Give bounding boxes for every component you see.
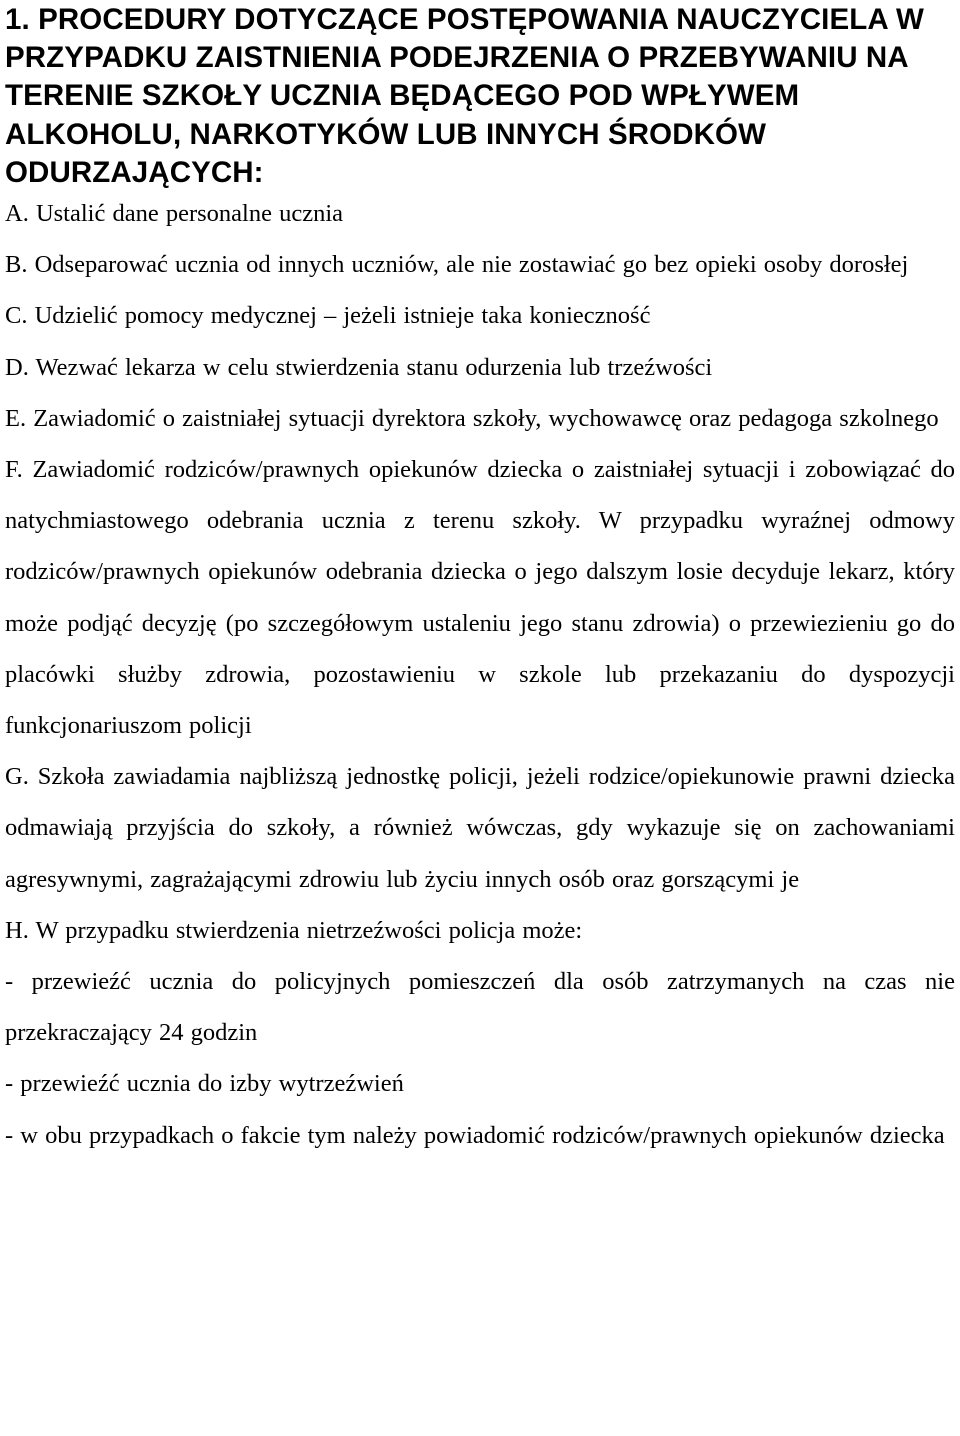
dash-item: - w obu przypadkach o fakcie tym należy powiadomić rodziców/prawnych opiekunów dziecka <box>5 1121 945 1149</box>
section-heading: 1. PROCEDURY DOTYCZĄCE POSTĘPOWANIA NAUCZYCIELA W PRZYPADKU ZAISTNIENIA PODEJRZENIA O PRZEBYWANIU NA TERENIE SZKOŁY UCZNIA BĘDĄCEGO POD WPŁYWEM ALKOHOLU, NARKOTYKÓW LUB INNYCH ŚRODKÓW ODURZAJĄCYCH: <box>5 3 924 189</box>
procedure-item-e: E. Zawiadomić o zaistniałej sytuacji dyrektora szkoły, wychowawcę oraz pedagoga szkolnego <box>5 404 939 432</box>
procedure-item-b: B. Odseparować ucznia od innych uczniów, ale nie zostawiać go bez opieki osoby dorosłej <box>5 251 909 279</box>
procedure-item-a: A. Ustalić dane personalne ucznia <box>5 200 344 228</box>
procedure-item-f: F. Zawiadomić rodziców/prawnych opiekunów dziecka o zaistniałej sytuacji i zobowiązać do natychmiastowego odebrania ucznia z terenu szkoły. W przypadku wyraźnej odmowy rodziców/prawnych opiekunów odebrania dziecka o jego dalszym losie decyduje lekarz, który może podjąć decyzję (po szczegółowym ustaleniu jego stanu zdrowia) o przewiezieniu go do placówki służby zdrowia, pozostawieniu w szkole lub przekazaniu do dyspozycji funkcjonariuszom policji <box>5 456 955 740</box>
procedure-item-h: H. W przypadku stwierdzenia nietrzeźwości policja może: <box>5 916 583 944</box>
procedure-item-c: C. Udzielić pomocy medycznej – jeżeli istnieje taka konieczność <box>5 302 651 330</box>
procedure-list <box>5 188 955 1161</box>
dash-item: - przewieźć ucznia do izby wytrzeźwień <box>5 1070 404 1098</box>
procedure-item-g: G. Szkoła zawiadamia najbliższą jednostkę policji, jeżeli rodzice/opiekunowie prawni dziecka odmawiają przyjścia do szkoły, a również wówczas, gdy wykazuje się on zachowaniami agresywnymi, zagrażającymi zdrowiu lub życiu innych osób oraz gorszącymi je <box>5 763 955 893</box>
document-page <box>5 0 955 1161</box>
dash-item: - przewieźć ucznia do policyjnych pomieszczeń dla osób zatrzymanych na czas nie przekraczający 24 godzin <box>5 968 955 1047</box>
procedure-item-d: D. Wezwać lekarza w celu stwierdzenia stanu odurzenia lub trzeźwości <box>5 353 713 381</box>
